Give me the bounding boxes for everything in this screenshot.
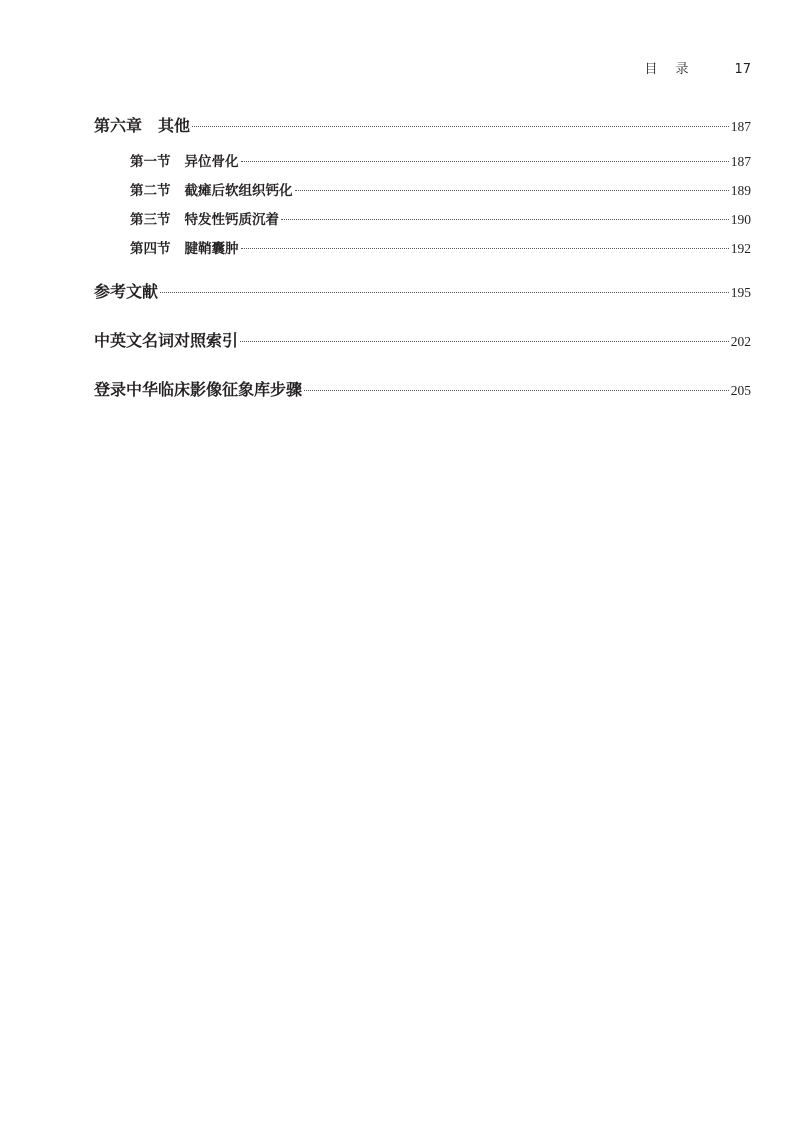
toc-entry-login-steps[interactable] <box>94 377 751 400</box>
toc-entry-index[interactable] <box>94 328 751 351</box>
toc-entry-section-1[interactable] <box>94 150 751 170</box>
header-section-title: 目录 <box>644 62 707 77</box>
toc-entry-title: 中英文名词对照索引 <box>94 331 239 350</box>
toc-page-number: 187 <box>730 154 751 169</box>
section-title: 截瘫后软组织钙化 <box>184 183 293 199</box>
toc-page-number: 202 <box>730 334 751 349</box>
toc-entry-title <box>130 179 293 199</box>
dot-leader <box>192 125 729 127</box>
toc-entry-section-3[interactable] <box>94 208 751 228</box>
dot-leader <box>295 189 729 191</box>
dot-leader <box>160 291 729 293</box>
toc-entry-chapter-6[interactable] <box>94 113 751 136</box>
section-label: 第一节 <box>130 154 171 170</box>
section-title: 异位骨化 <box>184 154 239 170</box>
dot-leader <box>241 247 729 249</box>
chapter-title: 其他 <box>158 116 191 135</box>
toc-entry-title <box>130 208 279 228</box>
toc-page-number: 189 <box>730 183 751 198</box>
section-label: 第二节 <box>130 183 171 199</box>
toc-page-number: 205 <box>730 383 751 398</box>
toc-entry-title <box>94 113 190 136</box>
dot-leader <box>240 340 729 342</box>
dot-leader <box>281 218 729 220</box>
toc-entry-section-2[interactable] <box>94 179 751 199</box>
toc-page-number: 190 <box>730 212 751 227</box>
toc-page-number: 187 <box>730 119 751 134</box>
toc-entry-title <box>130 237 239 257</box>
toc-entry-title: 参考文献 <box>94 282 159 301</box>
dot-leader <box>304 389 729 391</box>
toc-page-number: 195 <box>730 285 751 300</box>
section-label: 第四节 <box>130 241 171 257</box>
dot-leader <box>241 160 729 162</box>
section-title: 特发性钙质沉着 <box>184 212 279 228</box>
toc-entry-section-4[interactable] <box>94 237 751 257</box>
chapter-label: 第六章 <box>94 116 143 135</box>
header-page-number: 17 <box>734 62 751 77</box>
section-title: 腱鞘囊肿 <box>184 241 239 257</box>
toc-entry-title <box>130 150 239 170</box>
toc-entry-title: 登录中华临床影像征象库步骤 <box>94 380 303 399</box>
section-label: 第三节 <box>130 212 171 228</box>
running-header <box>644 58 751 77</box>
toc-page-number: 192 <box>730 241 751 256</box>
toc-entry-references[interactable] <box>94 279 751 302</box>
